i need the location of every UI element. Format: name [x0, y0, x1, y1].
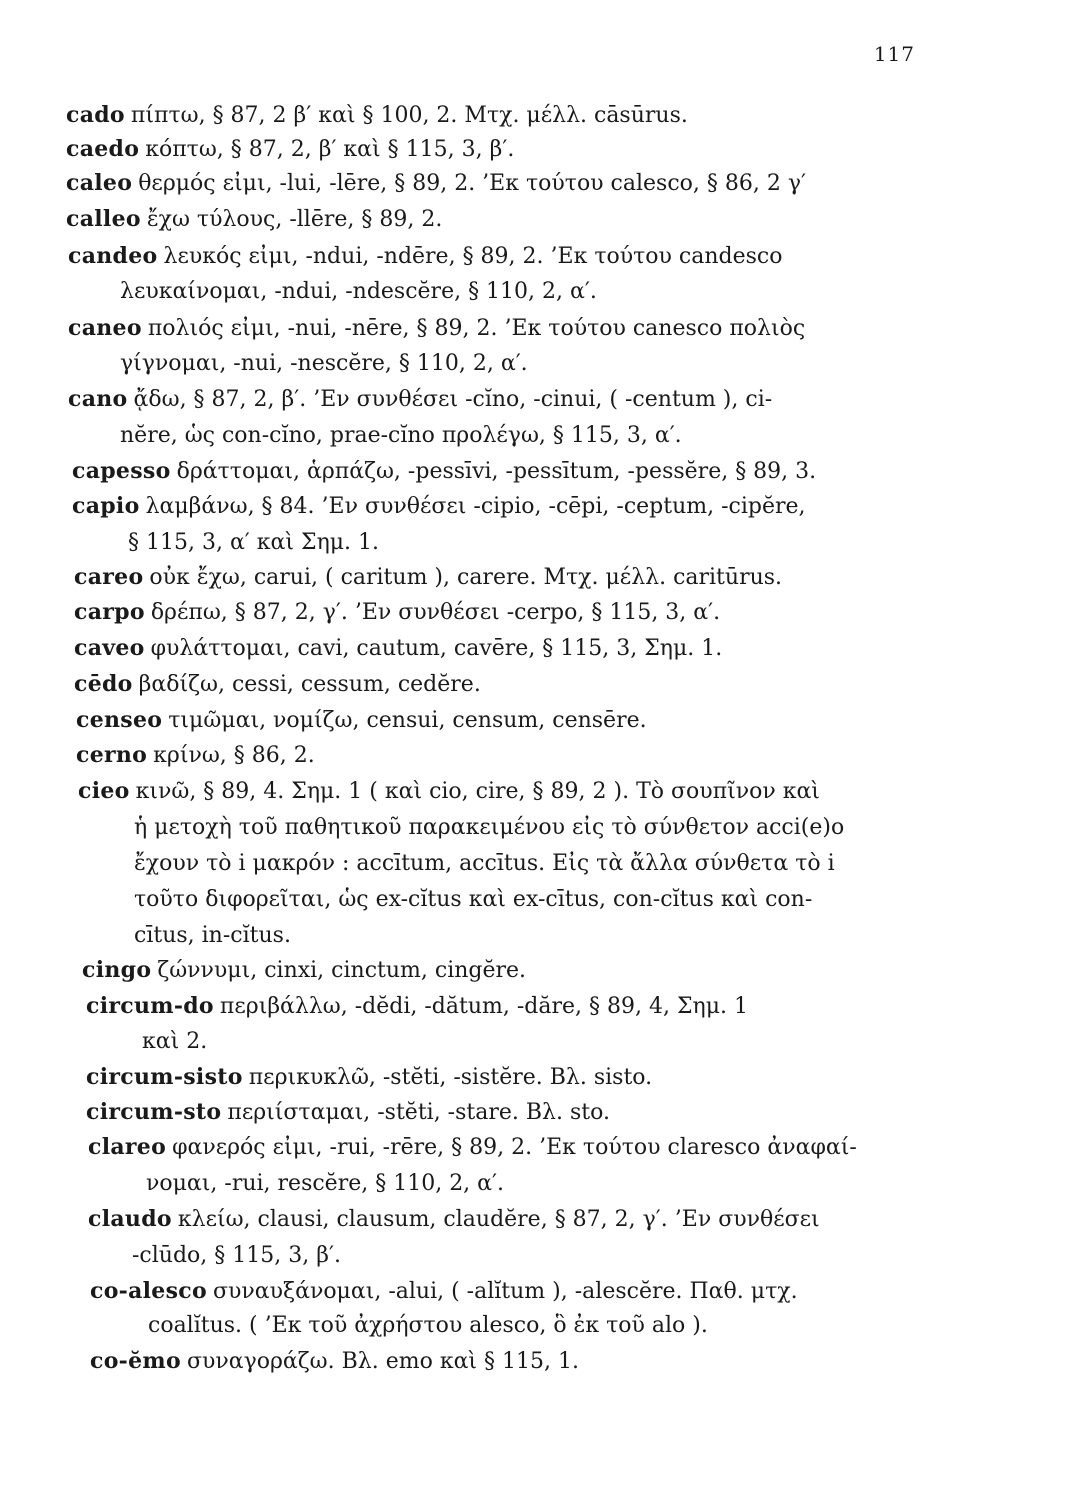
entry-line: cieo κινῶ, § 89, 4. Σημ. 1 ( καὶ cio, cire, § 89, 2 ). Τὸ σουπῖνον καὶ — [78, 778, 820, 804]
entry-line: cingo ζώννυμι, cinxi, cinctum, cingĕre. — [82, 957, 527, 983]
entry-line: γίγνομαι, -nui, -nescĕre, § 110, 2, α′. — [120, 351, 528, 376]
page-number: 117 — [873, 42, 915, 66]
entry-line: cado πίπτω, § 87, 2 β′ καὶ § 100, 2. Μτχ. μέλλ. cāsūrus. — [66, 102, 688, 128]
entry-line: cītus, in-cĭtus. — [134, 923, 291, 948]
entry-line: cerno κρίνω, § 86, 2. — [76, 742, 315, 768]
entry-line: caveo φυλάττομαι, cavi, cautum, cavēre, § 115, 3, Σημ. 1. — [74, 635, 723, 661]
entry-line: coalĭtus. ( ’Εκ τοῦ ἀχρήστου alesco, ὃ ἐκ τοῦ alo ). — [148, 1313, 708, 1338]
entry-line: cēdo βαδίζω, cessi, cessum, cedĕre. — [74, 671, 481, 697]
entry-line: caedo κόπτω, § 87, 2, β′ καὶ § 115, 3, β′. — [66, 136, 515, 162]
entry-line: § 115, 3, α′ καὶ Σημ. 1. — [128, 530, 380, 555]
entry-line: candeo λευκός εἰμι, -ndui, -ndēre, § 89, 2. ’Εκ τούτου candesco — [68, 243, 783, 269]
entry-line: νομαι, -rui, rescĕre, § 110, 2, α′. — [146, 1171, 505, 1196]
entry-line: clareo φανερός εἰμι, -rui, -rēre, § 89, 2. ’Εκ τούτου claresco ἀναφαί- — [88, 1134, 857, 1160]
entry-line: censeo τιμῶμαι, νομίζω, censui, censum, censēre. — [76, 707, 647, 733]
entry-line: caneo πολιός εἰμι, -nui, -nēre, § 89, 2. ’Εκ τούτου canesco πολιὸς — [68, 315, 806, 341]
entry-line: carpo δρέπω, § 87, 2, γ′. ’Εν συνθέσει -cerpo, § 115, 3, α′. — [74, 599, 721, 625]
entry-line: capio λαμβάνω, § 84. ’Εν συνθέσει -cipio, -cēpi, -ceptum, -cipĕre, — [72, 493, 806, 519]
entry-line: circum-do περιβάλλω, -dĕdi, -dătum, -dăre, § 89, 4, Σημ. 1 — [86, 993, 748, 1019]
entry-line: caleo θερμός εἰμι, -lui, -lēre, § 89, 2. ’Εκ τούτου calesco, § 86, 2 γ′ — [66, 170, 806, 196]
entry-line: λευκαίνομαι, -ndui, -ndescĕre, § 110, 2, α′. — [120, 279, 597, 304]
entry-line: careo οὐκ ἔχω, carui, ( caritum ), carere. Μτχ. μέλλ. caritūrus. — [74, 564, 783, 590]
entry-line: calleo ἔχω τύλους, -llēre, § 89, 2. — [66, 206, 443, 232]
entry-line: καὶ 2. — [142, 1029, 208, 1054]
entry-line: ἡ μετοχὴ τοῦ παθητικοῦ παρακειμένου εἰς τὸ σύνθετον acci(e)o — [134, 815, 845, 840]
entry-line: co-alesco συναυξάνομαι, -alui, ( -alĭtum ), -alescĕre. Παθ. μτχ. — [90, 1278, 798, 1304]
entry-line: claudo κλείω, clausi, clausum, claudĕre, § 87, 2, γ′. ’Εν συνθέσει — [88, 1206, 820, 1232]
entry-line: co-ĕmo συναγοράζω. Βλ. emo καὶ § 115, 1. — [90, 1348, 580, 1374]
entry-line: circum-sisto περικυκλῶ, -stĕti, -sistĕre. Βλ. sisto. — [86, 1064, 653, 1090]
entry-line: ἔχουν τὸ i μακρόν : accītum, accītus. Εἰς τὰ ἄλλα σύνθετα τὸ i — [134, 851, 835, 876]
entry-line: circum-sto περιίσταμαι, -stĕti, -stare. Βλ. sto. — [86, 1099, 610, 1125]
entry-line: cano ᾄδω, § 87, 2, β′. ’Εν συνθέσει -cĭno, -cinui, ( -centum ), ci- — [68, 386, 773, 412]
entry-line: τοῦτο διφορεῖται, ὡς ex-cĭtus καὶ ex-cītus, con-cĭtus καὶ con- — [134, 887, 813, 912]
entry-line: -clūdo, § 115, 3, β′. — [132, 1243, 341, 1268]
entry-line: nĕre, ὡς con-cĭno, prae-cĭno προλέγω, § 115, 3, α′. — [120, 423, 682, 448]
entry-line: capesso δράττομαι, ἁρπάζω, -pessīvi, -pessītum, -pessĕre, § 89, 3. — [72, 458, 817, 484]
